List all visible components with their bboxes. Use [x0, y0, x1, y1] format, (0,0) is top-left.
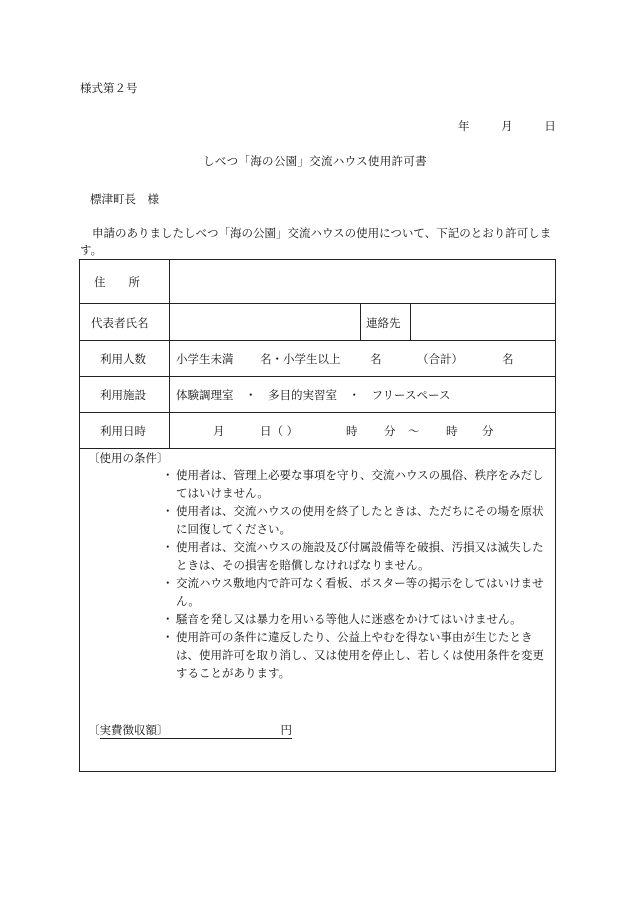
row-divider [80, 448, 555, 449]
document-title: しべつ「海の公園」交流ハウス使用許可書 [203, 154, 427, 168]
contact-divider [360, 303, 361, 340]
conditions-list [168, 466, 550, 682]
address-field[interactable] [170, 261, 555, 302]
users-under-elementary: 小学生未満 [176, 352, 234, 366]
fee-label: 実費徴収額〕 [99, 723, 169, 737]
users-total-label: （合計） [417, 352, 463, 366]
contact-label: 連絡先 [366, 316, 401, 330]
users-unit-2: 名 [370, 352, 382, 366]
conditions-title: 〔使用の条件〕 [88, 451, 169, 465]
facility-options[interactable]: 体験調理室 ・ 多目的実習室 ・ フリースペース [176, 388, 451, 402]
datetime-hour-end: 時 [446, 424, 458, 438]
row-divider [80, 340, 555, 341]
fee-line [88, 722, 292, 739]
permit-form-table [79, 259, 556, 772]
representative-label: 代表者氏名 [91, 316, 149, 330]
condition-item: ・ 騒音を発し又は暴力を用いる等他人に迷惑をかけてはいけません。 [168, 610, 550, 628]
intro-text: 申請のありましたしべつ「海の公園」交流ハウスの使用について、下記のとおり許可します。 [80, 226, 552, 257]
date-day: 日 [544, 119, 556, 133]
users-unit-1: 名・小学生以上 [260, 352, 341, 366]
address-label: 住 所 [94, 275, 140, 289]
condition-item: ・ 使用者は、交流ハウスの施設及び付属設備等を破損、汚損又は滅失したときは、その損害を賠償しなければなりません。 [168, 538, 550, 574]
datetime-minute-start: 分 [384, 424, 396, 438]
datetime-tilde: ～ [408, 424, 420, 438]
addressee: 標津町長 様 [90, 192, 159, 206]
contact-field[interactable] [411, 304, 555, 339]
datetime-hour-start: 時 [346, 424, 358, 438]
date-month: 月 [501, 119, 513, 133]
row-divider [80, 376, 555, 377]
datetime-month: 月 [213, 424, 225, 438]
fee-open-bracket: 〔 [88, 723, 100, 737]
users-label: 利用人数 [100, 352, 146, 366]
condition-item: ・ 使用許可の条件に違反したり、公益上やむを得ない事由が生じたときは、使用許可を取り消し、又は使用を停止し、若しくは使用条件を変更することがあります。 [168, 628, 550, 682]
condition-item: ・ 交流ハウス敷地内で許可なく看板、ポスター等の掲示をしてはいけません。 [168, 574, 550, 610]
facility-label: 利用施設 [100, 388, 146, 402]
fee-yen: 円 [280, 723, 292, 737]
condition-item: ・ 使用者は、管理上必要な事項を守り、交流ハウスの風俗、秩序をみだしてはいけません。 [168, 466, 550, 502]
date-year: 年 [458, 119, 470, 133]
condition-item: ・ 使用者は、交流ハウスの使用を終了したときは、ただちにその場を原状に回復してください。 [168, 502, 550, 538]
row-divider [80, 412, 555, 413]
datetime-day: 日（ ） [260, 424, 299, 438]
fee-field[interactable] [100, 722, 293, 739]
datetime-label: 利用日時 [100, 424, 146, 438]
form-number: 様式第２号 [80, 81, 138, 95]
datetime-minute-end: 分 [482, 424, 494, 438]
date-line [458, 118, 556, 134]
representative-field[interactable] [170, 304, 359, 339]
users-unit-3: 名 [502, 352, 514, 366]
